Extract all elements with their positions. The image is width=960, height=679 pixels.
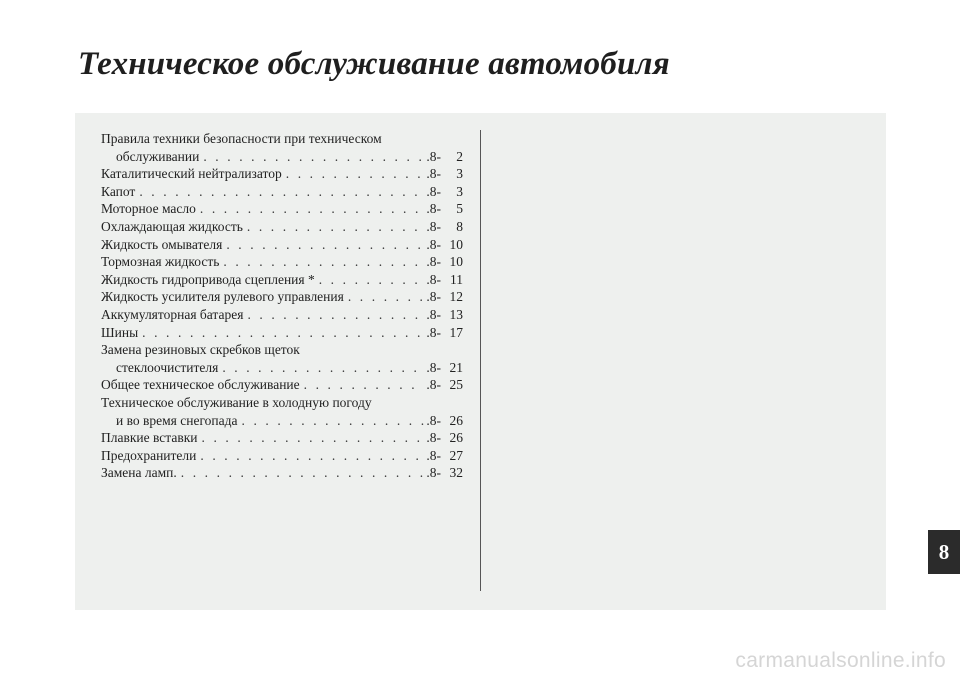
toc-entry-power-steering-fluid[interactable] (101, 288, 463, 306)
toc-entry-title: Капот (101, 183, 136, 199)
toc-chapter-ref: .8- (426, 465, 441, 481)
dot-leader (226, 236, 424, 254)
toc-entry-title: Предохранители (101, 447, 197, 463)
toc-page-number: 8 (456, 218, 463, 234)
dot-leader (348, 288, 425, 306)
toc-entry-cold-weather-maintenance[interactable] (101, 394, 463, 429)
toc-page-number: 26 (449, 412, 463, 428)
toc-entry-title-continued: обслуживании (116, 148, 200, 164)
toc-entry-brake-fluid[interactable] (101, 253, 463, 271)
toc-page-number: 26 (449, 430, 463, 446)
toc-chapter-ref: .8- (426, 377, 441, 393)
dot-leader (286, 165, 425, 183)
toc-page-number: 5 (456, 201, 463, 217)
dot-leader (247, 218, 424, 236)
toc-entry-title: Жидкость омывателя (101, 236, 223, 252)
dot-leader (304, 376, 425, 394)
dot-leader (202, 429, 425, 447)
toc-chapter-ref: .8- (426, 254, 441, 270)
toc-entry-title: Тормозная жидкость (101, 254, 220, 270)
toc-entry-title: Правила техники безопасности при техническом (101, 131, 382, 146)
toc-page-number: 10 (449, 236, 463, 252)
dot-leader (200, 447, 424, 465)
toc-entry-title: Шины (101, 324, 139, 340)
toc-entry-title: Охлаждающая жидкость (101, 218, 243, 234)
toc-chapter-ref: .8- (426, 236, 441, 252)
toc-chapter-ref: .8- (426, 289, 441, 305)
toc-entry-hood[interactable] (101, 183, 463, 201)
toc-page-number: 10 (449, 254, 463, 270)
toc-page-number: 3 (456, 166, 463, 182)
toc-chapter-ref: .8- (426, 306, 441, 322)
toc-entry-wiper-blades[interactable] (101, 341, 463, 376)
toc-entry-title: Каталитический нейтрализатор (101, 166, 282, 182)
toc-chapter-ref: .8- (426, 218, 441, 234)
toc-entry-fusible-links[interactable] (101, 429, 463, 447)
toc-entry-title: Замена резиновых скребков щеток (101, 342, 300, 358)
toc-page-number: 2 (456, 148, 463, 164)
toc-entry-title: Плавкие вставки (101, 430, 198, 446)
toc-chapter-ref: .8- (426, 412, 441, 428)
page-title: Техническое обслуживание автомобиля (78, 46, 670, 82)
toc-entry-title: Техническое обслуживание в холодную погоду (101, 394, 372, 410)
toc-entry-safety-rules[interactable] (101, 130, 463, 165)
toc-entry-title: Жидкость гидропривода сцепления * (101, 271, 315, 287)
toc-entry-title: Общее техническое обслуживание (101, 377, 300, 393)
toc-page-number: 12 (449, 289, 463, 305)
toc-page-number: 11 (450, 271, 463, 287)
toc-entry-general-maintenance[interactable] (101, 376, 463, 394)
toc-page-number: 27 (449, 447, 463, 463)
toc-chapter-ref: .8- (426, 148, 441, 164)
toc-entry-clutch-fluid[interactable] (101, 271, 463, 289)
toc-page-number: 21 (449, 359, 463, 375)
toc-chapter-ref: .8- (426, 166, 441, 182)
dot-leader (142, 324, 424, 342)
toc-entry-title: Моторное масло (101, 201, 196, 217)
toc-entry-bulb-replacement[interactable] (101, 464, 463, 482)
toc-page-number: 13 (449, 306, 463, 322)
toc-entry-title-continued: и во время снегопада (116, 412, 238, 428)
toc-page-number: 3 (456, 183, 463, 199)
toc-entry-title: Жидкость усилителя рулевого управления (101, 289, 344, 305)
dot-leader (223, 253, 424, 271)
dot-leader (203, 148, 424, 166)
toc-chapter-ref: .8- (426, 271, 441, 287)
toc-entry-engine-oil[interactable] (101, 200, 463, 218)
column-divider (480, 130, 481, 591)
toc-chapter-ref: .8- (426, 447, 441, 463)
toc-entry-title: Замена ламп. (101, 465, 177, 481)
toc-chapter-ref: .8- (426, 201, 441, 217)
dot-leader (200, 200, 424, 218)
dot-leader (247, 306, 424, 324)
dot-leader (139, 183, 424, 201)
toc-page-number: 25 (449, 377, 463, 393)
toc-page-number: 32 (449, 465, 463, 481)
toc-entry-catalytic-converter[interactable] (101, 165, 463, 183)
toc-chapter-ref: .8- (426, 183, 441, 199)
toc-entry-tires[interactable] (101, 324, 463, 342)
dot-leader (222, 359, 424, 377)
dot-leader (319, 271, 425, 289)
toc-entry-fuses[interactable] (101, 447, 463, 465)
toc-entry-title: Аккумуляторная батарея (101, 306, 244, 322)
watermark: carmanualsonline.info (735, 649, 946, 672)
toc-entry-battery[interactable] (101, 306, 463, 324)
table-of-contents (101, 130, 463, 482)
toc-page-number: 17 (449, 324, 463, 340)
toc-entry-title-continued: стеклоочистителя (116, 359, 219, 375)
toc-chapter-ref: .8- (426, 324, 441, 340)
toc-entry-coolant[interactable] (101, 218, 463, 236)
dot-leader (242, 412, 425, 430)
chapter-tab[interactable]: 8 (928, 530, 960, 574)
dot-leader (181, 464, 425, 482)
toc-entry-washer-fluid[interactable] (101, 236, 463, 254)
toc-chapter-ref: .8- (426, 359, 441, 375)
toc-chapter-ref: .8- (426, 430, 441, 446)
